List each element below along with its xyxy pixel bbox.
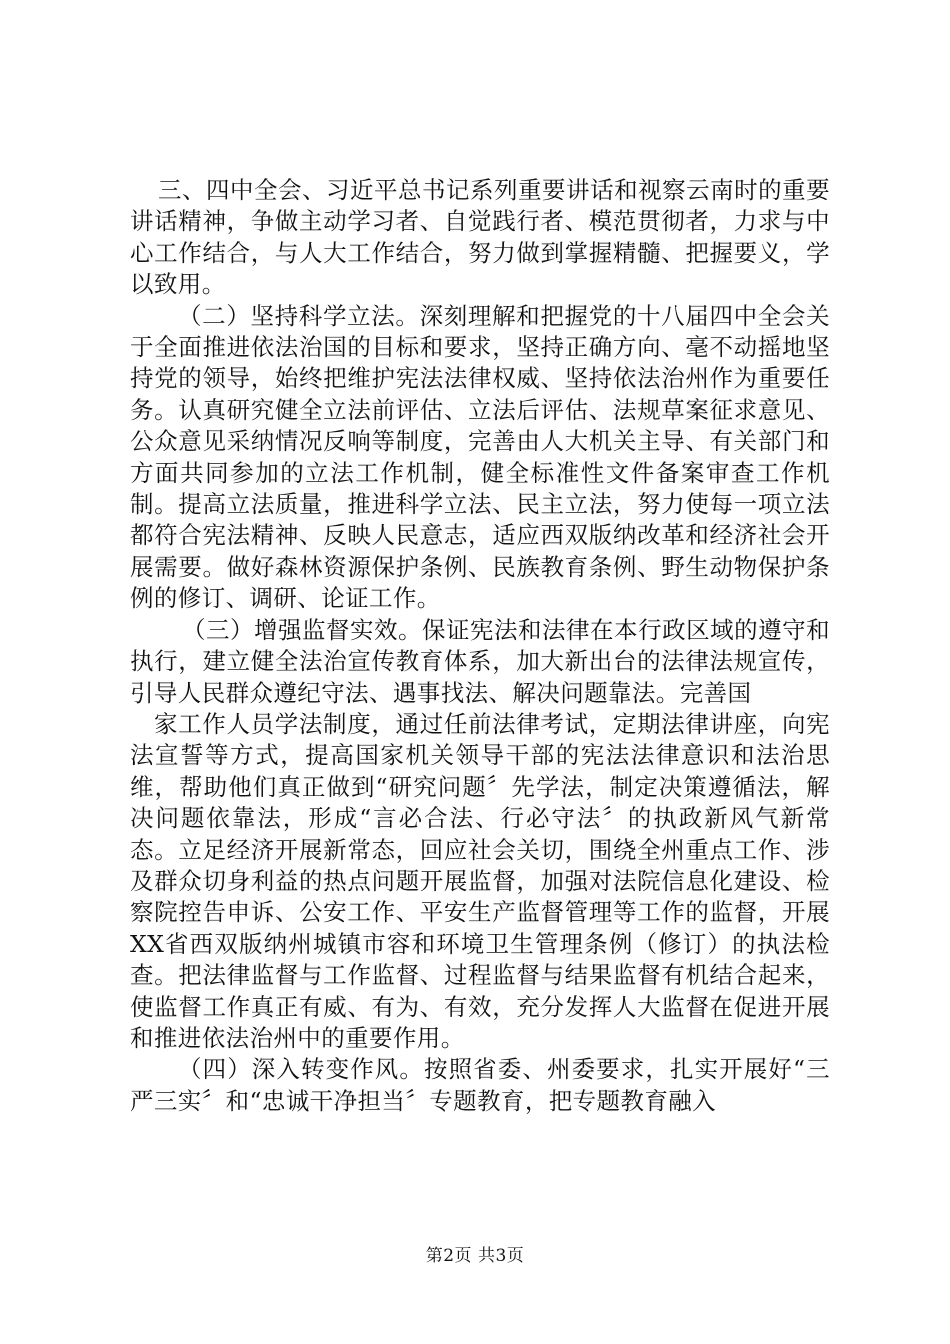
page-footer: 第2页 共3页 bbox=[425, 1246, 525, 1266]
paragraph-work-style: （四）深入转变作风。按照省委、州委要求，扎实开展好“三严三实〞和“忠诚干净担当〞专题教育，把专题教育融入 bbox=[130, 1055, 830, 1115]
paragraph-supervision-part1: （三）增强监督实效。保证宪法和法律在本行政区域的遵守和执行，建立健全法治宣传教育体系，加大新出台的法律法规宣传，引导人民群众遵纪守法、遇事找法、解决问题靠法。完善国 bbox=[130, 615, 830, 707]
paragraph-study-spirit: 三、四中全会、习近平总书记系列重要讲话和视察云南时的重要讲话精神，争做主动学习者、自觉践行者、模范贯彻者，力求与中心工作结合，与人大工作结合，努力做到掌握精髓、把握要义，学以致用。 bbox=[130, 176, 830, 299]
document-body bbox=[130, 175, 830, 1117]
paragraph-supervision-part2: 家工作人员学法制度，通过任前法律考试，定期法律讲座，向宪法宣誓等方式，提高国家机关领导干部的宪法法律意识和法治思维，帮助他们真正做到“研究问题〞先学法，制定决策遵循法，解决问题依靠法，形成“言必合法、行必守法〞的执政新风气新常态。立足经济开展新常态，回应社会关切，围绕全州重点工作、涉及群众切身利益的热点问题开展监督，加强对法院信息化建设、检察院控告申诉、公安工作、平安生产监督管理等工作的监督，开展XX省西双版纳州城镇市容和环境卫生管理条例（修订）的执法检查。把法律监督与工作监督、过程监督与结果监督有机结合起来，使监督工作真正有威、有为、有效，充分发挥人大监督在促进开展和推进依法治州中的重要作用。 bbox=[130, 709, 830, 1052]
paragraph-scientific-legislation: （二）坚持科学立法。深刻理解和把握党的十八届四中全会关于全面推进依法治国的目标和要求，坚持正确方向、毫不动摇地坚持党的领导，始终把维护宪法法律权威、坚持依法治州作为重要任务。认真研究健全立法前评估、立法后评估、法规草案征求意见、公众意见采纳情况反响等制度，完善由人大机关主导、有关部门和方面共同参加的立法工作机制，健全标准性文件备案审查工作机制。提高立法质量，推进科学立法、民主立法，努力使每一项立法都符合宪法精神、反映人民意志，适应西双版纳改革和经济社会开展需要。做好森林资源保护条例、民族教育条例、野生动物保护条例的修订、调研、论证工作。 bbox=[130, 301, 830, 613]
